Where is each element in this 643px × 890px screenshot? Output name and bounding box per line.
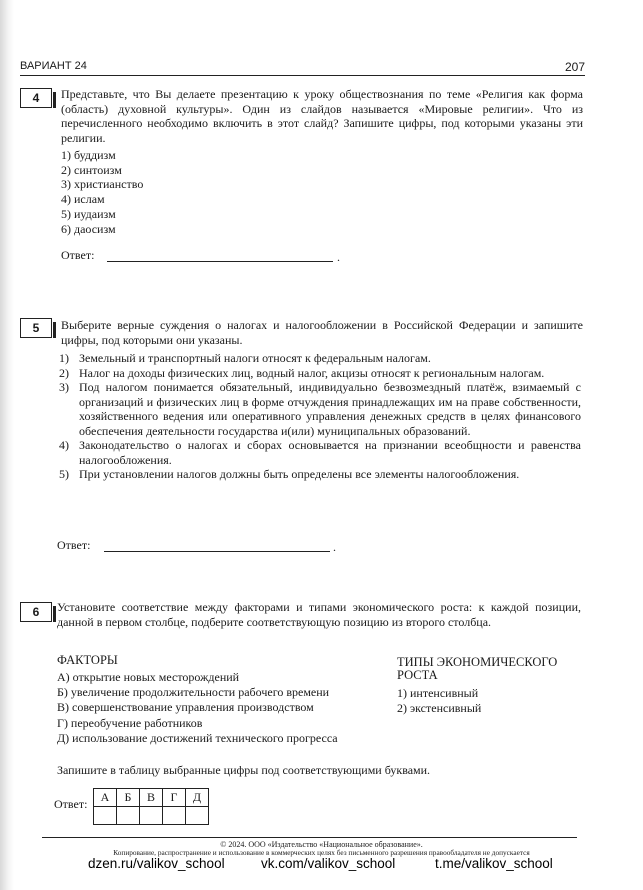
statement-number: 3) [59,380,69,394]
link-vk[interactable]: vk.com/valikov_school [261,856,396,871]
option: 5) иудаизм [61,206,116,221]
letter-cell: Б [117,789,140,807]
option: 6) даосизм [61,221,116,236]
statement-number: 2) [59,365,69,380]
letter-cell: В [140,789,163,807]
table-instruction: Запишите в таблицу выбранные цифры под соответствующими буквами. [57,763,431,777]
option: 1) буддизм [61,148,116,162]
factor-item: В) совершенствование управления производством [57,700,314,715]
question-4-number: 4 [20,88,52,108]
link-telegram[interactable]: t.me/valikov_school [435,856,553,871]
question-4-text: Представьте, что Вы делаете презентацию к уроку обществознания по теме «Религия как форма (область) духовной культуры». Один из слайдов называется «Мировые религии». Что из перечисленного необходимо включить в этот слайд? Запишите цифры, под которыми указаны эти религии. [61,87,583,145]
page-edge-shadow [0,0,14,890]
statement-text: При установлении налогов должны быть определены все элементы налогообложения. [79,467,520,481]
link-dzen[interactable]: dzen.ru/valikov_school [88,856,225,871]
letter-cell: Д [186,789,209,807]
answer-dot: . [333,540,336,554]
question-5-statements [59,351,581,482]
types-list [397,686,481,716]
types-heading-line-1: ТИПЫ ЭКОНОМИЧЕСКОГО [397,655,558,669]
statement-item [59,438,581,467]
answer-dot: . [337,250,340,264]
question-6-answer-label: Ответ: [54,797,88,811]
answer-table [93,788,209,825]
statement-item [59,380,581,438]
factor-item: А) открытие новых месторождений [57,670,240,684]
letter-cell: Г [163,789,186,807]
copyright: © 2024. ООО «Издательство «Национальное образование». [220,840,423,849]
question-5-answer-label: Ответ: [57,538,91,552]
statement-item [59,366,581,381]
answer-cell[interactable] [163,807,186,825]
header-divider [20,75,585,76]
question-5-text: Выберите верные суждения о налогах и налогообложении в Российской Федерации и запишите цифры, под которыми они указаны. [61,318,583,347]
statement-text: Налог на доходы физических лиц, водный налог, акцизы относят к региональным налогам. [79,365,545,380]
statement-number: 1) [59,351,69,365]
statement-number: 4) [59,438,69,452]
option: 3) христианство [61,177,144,192]
answer-cell[interactable] [94,807,117,825]
variant-label: ВАРИАНТ 24 [20,60,87,72]
answer-cell[interactable] [140,807,163,825]
question-5-answer-line[interactable] [104,551,330,552]
answer-cell[interactable] [117,807,140,825]
statement-text: Земельный и транспортный налоги относят к федеральным налогам. [79,351,431,365]
table-header-row [94,789,209,807]
type-item: 1) интенсивный [397,686,479,700]
factor-item: Д) использование достижений технического прогресса [57,730,338,745]
option: 2) синтоизм [61,162,122,177]
factors-list [57,670,338,746]
types-heading [397,656,557,682]
factor-item: Г) переобучение работников [57,715,203,730]
table-answer-row [94,807,209,825]
statement-number: 5) [59,467,69,481]
copyright-notice: Копирование, распространение и использование в коммерческих целях без письменного разрешения правообладателя не допускается [113,848,530,857]
statement-text: Законодательство о налогах и сборах основывается на признании всеобщности и равенства налогообложения. [79,438,581,467]
letter-cell: А [94,789,117,807]
question-4-answer-label: Ответ: [61,248,95,262]
option: 4) ислам [61,192,105,207]
page-number: 207 [564,60,585,74]
statement-item [59,467,581,482]
factor-item: Б) увеличение продолжительности рабочего времени [57,685,330,700]
answer-cell[interactable] [186,807,209,825]
statement-text: Под налогом понимается обязательный, индивидуально безвозмездный платёж, взимаемый с организаций и физических лиц в форме отчуждения принадлежащих им на праве собственности, хозяйственного ведения или оперативного управления денежных средств в целях финансового обеспечения деятельности государства и(или) муниципальных образований. [79,380,581,438]
statement-item [59,351,581,366]
question-5-number: 5 [20,318,52,338]
question-6-text: Установите соответствие между факторами и типами экономического роста: к каждой позиции, данной в первом столбце, подберите соответствующую позицию из второго столбца. [57,600,581,629]
question-6-number: 6 [20,602,52,622]
question-4-answer-line[interactable] [107,261,333,262]
types-heading-line-2: РОСТА [397,668,438,682]
factors-heading: ФАКТОРЫ [57,653,118,667]
type-item: 2) экстенсивный [397,701,482,715]
footer-divider [42,837,577,838]
question-4-options [61,148,143,236]
